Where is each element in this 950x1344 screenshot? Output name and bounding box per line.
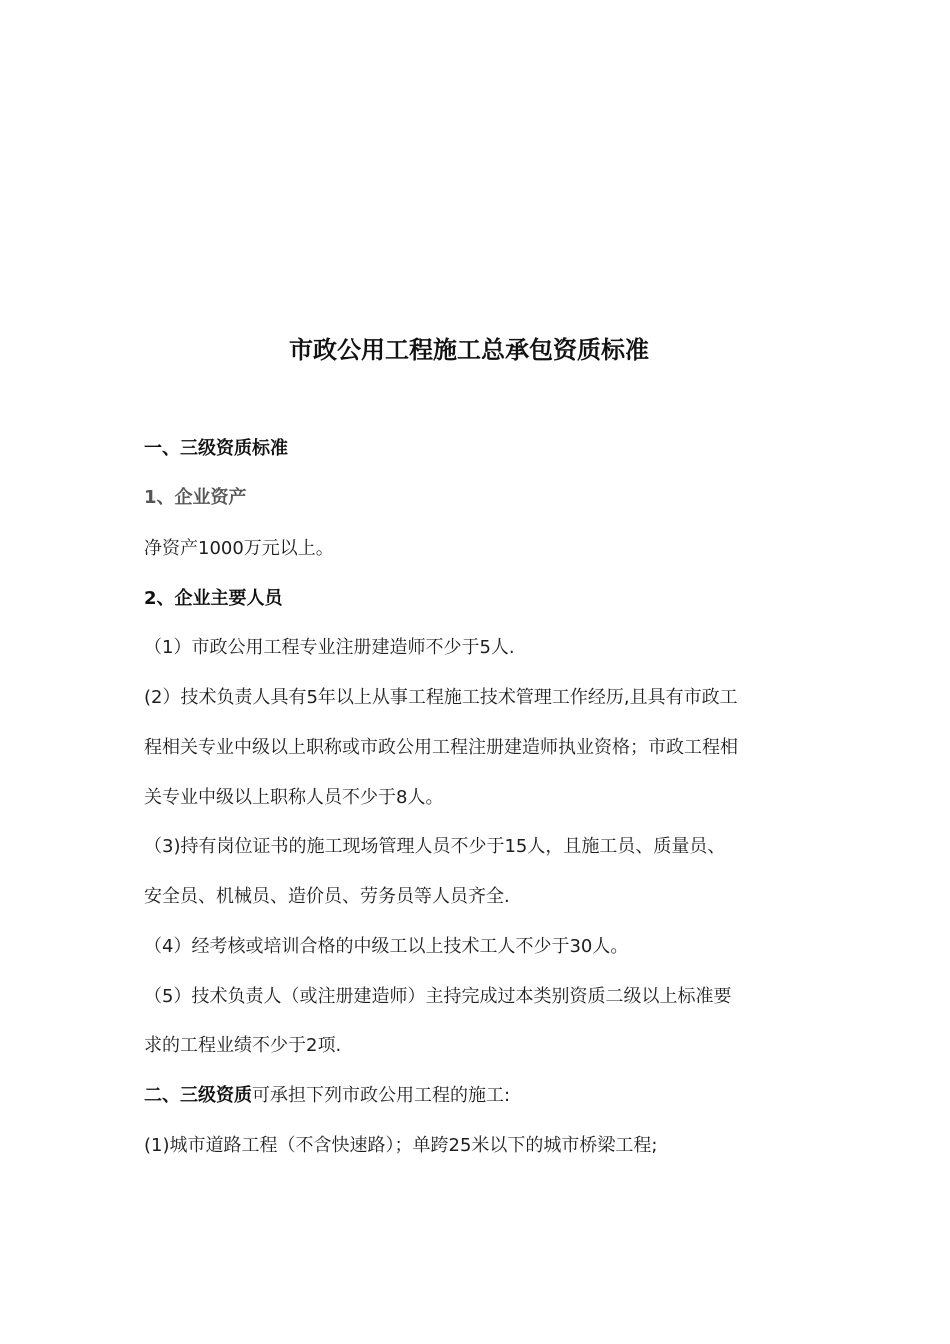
paragraph-item-2-line-1: (2）技术负责人具有5年以上从事工程施工技术管理工作经历,且具有市政工 xyxy=(144,687,738,708)
section-heading-scope xyxy=(144,1083,814,1109)
section-heading-scope-bold: 二、三级资质 xyxy=(144,1085,252,1106)
subheading-enterprise-assets: 1、企业资产 xyxy=(144,487,247,508)
paragraph-item-4: （4）经考核或培训合格的中级工以上技术工人不少于30人。 xyxy=(144,936,629,957)
paragraph-item-3-line-1: （3)持有岗位证书的施工现场管理人员不少于15人，且施工员、质量员、 xyxy=(144,836,726,857)
document-title: 市政公用工程施工总承包资质标准 xyxy=(289,336,649,364)
paragraph-item-1: （1）市政公用工程专业注册建造师不少于5人. xyxy=(144,637,515,658)
paragraph-item-2-line-3: 关专业中级以上职称人员不少于8人。 xyxy=(144,787,444,808)
paragraph-item-5-line-2: 求的工程业绩不少于2项. xyxy=(144,1035,342,1056)
scope-item-1: (1)城市道路工程（不含快速路）；单跨25米以下的城市桥梁工程; xyxy=(144,1135,658,1156)
section-heading-level3-standard: 一、三级资质标准 xyxy=(144,438,288,459)
subheading-key-personnel: 2、企业主要人员 xyxy=(144,588,283,609)
paragraph-item-2-line-2: 程相关专业中级以上职称或市政公用工程注册建造师执业资格；市政工程相 xyxy=(144,737,738,758)
paragraph-item-3-line-2: 安全员、机械员、造价员、劳务员等人员齐全. xyxy=(144,886,510,907)
paragraph-item-5-line-1: （5）技术负责人（或注册建造师）主持完成过本类别资质二级以上标准要 xyxy=(144,986,732,1007)
section-heading-scope-rest: 可承担下列市政公用工程的施工: xyxy=(252,1085,511,1106)
paragraph-net-assets: 净资产1000万元以上。 xyxy=(144,538,334,559)
